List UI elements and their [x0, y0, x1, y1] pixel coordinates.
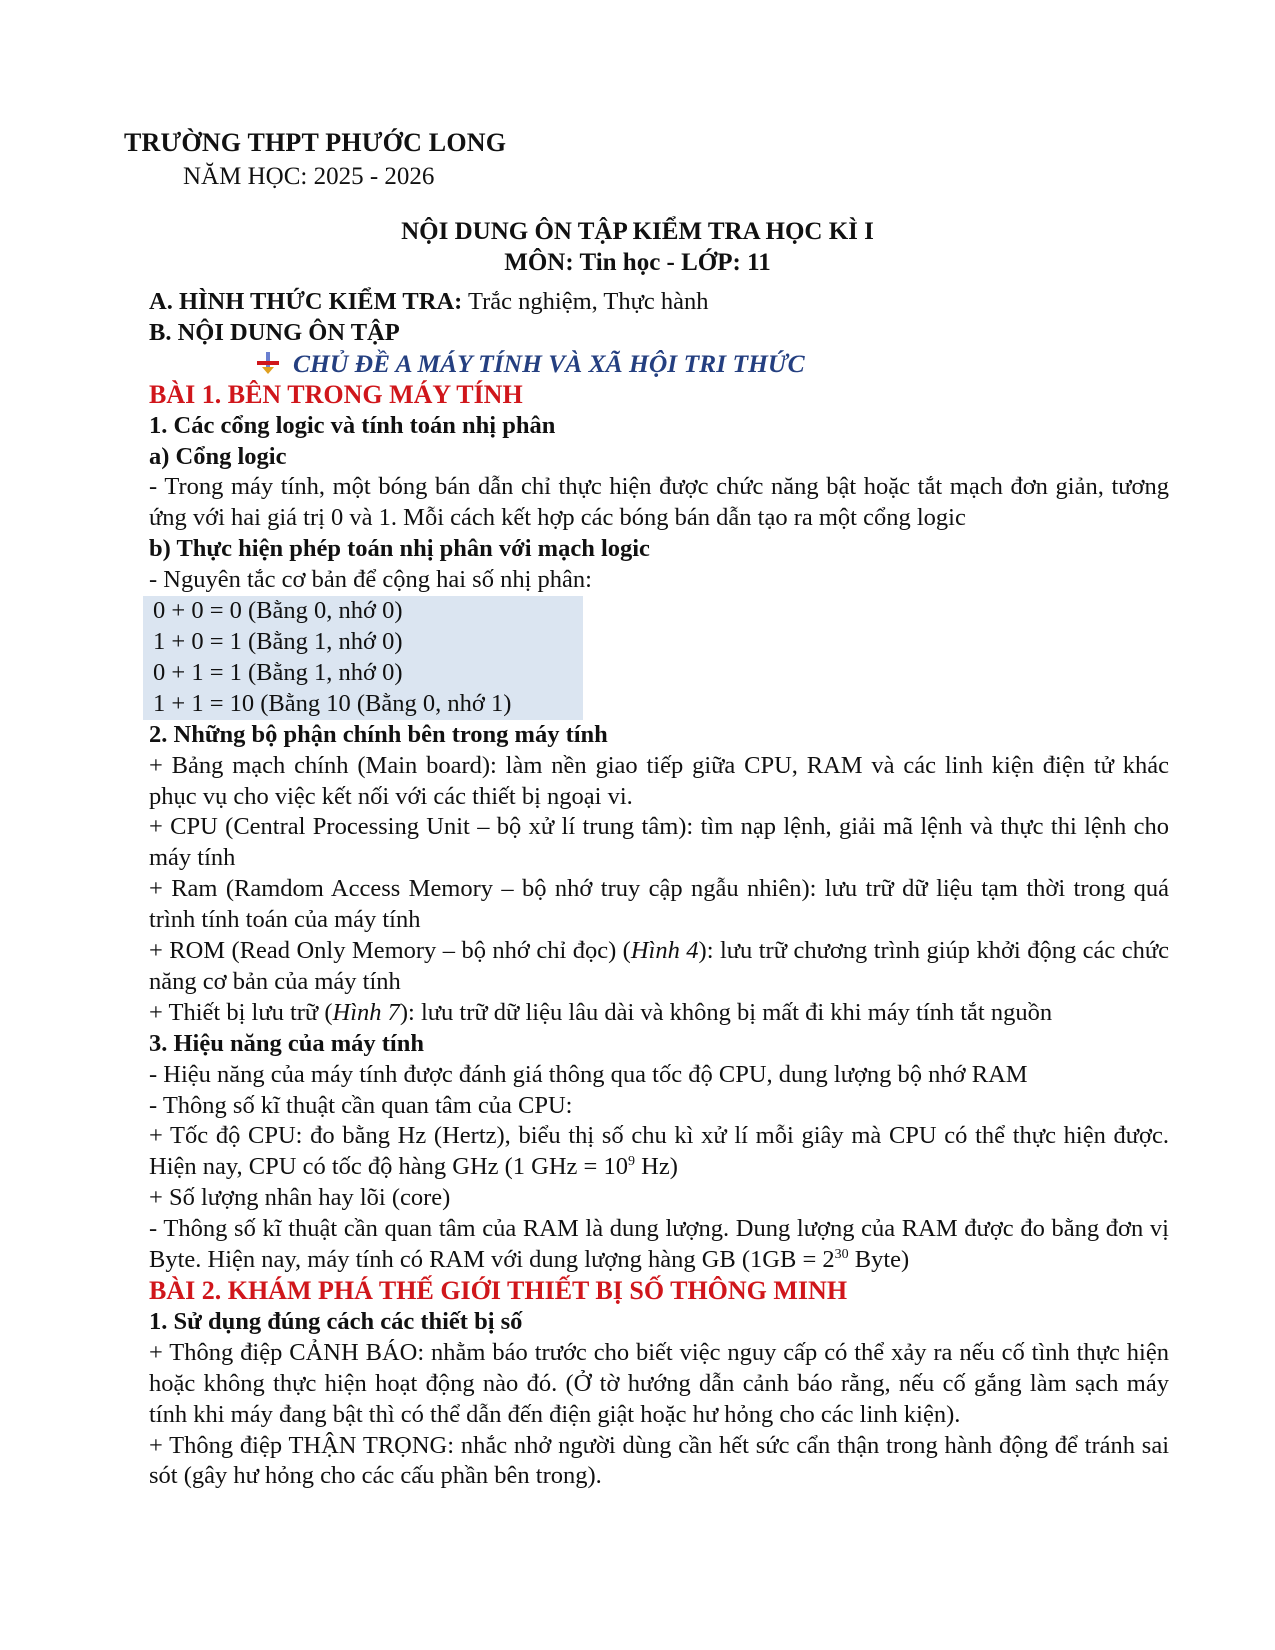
- lesson2-paragraph: + Thông điệp CẢNH BÁO: nhằm báo trước cho biết việc nguy cấp có thể xảy ra nếu cố tình thực hiện hoặc không thực hiện hoạt động nào đó. (Ở tờ hướng dẫn cảnh báo rằng, nếu cố gắng làm sạch máy tính khi máy đang bật thì có thể dẫn đến điện giật hoặc hư hỏng cho các linh kiện).: [149, 1338, 1169, 1428]
- lesson1-paragraph: [149, 998, 1169, 1029]
- binary-rule: 1 + 1 = 10 (Bằng 10 (Bằng 0, nhớ 1): [153, 689, 512, 717]
- subject-line: MÔN: Tin học - LỚP: 11: [504, 249, 771, 276]
- section-a-label: A. HÌNH THỨC KIỂM TRA:: [149, 288, 463, 315]
- school-year: NĂM HỌC: 2025 - 2026: [183, 163, 435, 190]
- lesson1-paragraph: + Ram (Ramdom Access Memory – bộ nhớ truy cập ngẫu nhiên): lưu trữ dữ liệu tạm thời trong quá trình tính toán của máy tính: [149, 875, 1169, 934]
- binary-rule: 1 + 0 = 1 (Bằng 1, nhớ 0): [153, 627, 403, 655]
- lesson1-paragraph: - Trong máy tính, một bóng bán dẫn chỉ thực hiện được chức năng bật hoặc tắt mạch đơn giản, tương ứng với hai giá trị 0 và 1. Mỗi cách kết hợp các bóng bán dẫn tạo ra một cổng logic: [149, 473, 1169, 532]
- document-title: NỘI DUNG ÔN TẬP KIỂM TRA HỌC KÌ I: [401, 218, 874, 245]
- text-run: Hz): [635, 1153, 678, 1181]
- text-run: + Tốc độ CPU: đo bằng Hz (Hertz), biểu thị số chu kì xử lí mỗi giây mà CPU có thể thực hiện được. Hiện nay, CPU có tốc độ hàng GHz (1 GHz = 10: [149, 1122, 1169, 1181]
- superscript: 9: [628, 1154, 635, 1170]
- binary-rule: 0 + 1 = 1 (Bằng 1, nhớ 0): [153, 658, 403, 686]
- binary-rules-box: [143, 596, 583, 720]
- section-a: [149, 287, 1169, 318]
- document-body: [149, 287, 1169, 1492]
- lesson2-paragraph: + Thông điệp THẬN TRỌNG: nhắc nhở người dùng cần hết sức cẩn thận trong hành động để tránh sai sót (gây hư hỏng cho các cấu phần bên trong).: [149, 1431, 1169, 1490]
- section-b: B. NỘI DUNG ÔN TẬP: [149, 318, 400, 346]
- binary-rule: 0 + 0 = 0 (Bằng 0, nhớ 0): [153, 597, 403, 625]
- text-run: + ROM (Read Only Memory – bộ nhớ chỉ đọc) (: [149, 937, 631, 965]
- lesson1-paragraph: [149, 1121, 1169, 1183]
- lesson1-heading-1: 1. Các cổng logic và tính toán nhị phân: [149, 411, 556, 439]
- lesson1-paragraph: - Nguyên tắc cơ bản để cộng hai số nhị phân:: [149, 566, 592, 594]
- lesson1-paragraph: - Thông số kĩ thuật cần quan tâm của CPU:: [149, 1091, 573, 1119]
- section-a-value: Trắc nghiệm, Thực hành: [462, 288, 709, 315]
- figure-reference: Hình 4: [630, 937, 699, 965]
- bullet-arrow-icon: [257, 352, 279, 374]
- text-run: Byte): [848, 1246, 910, 1274]
- lesson1-paragraph: - Hiệu năng của máy tính được đánh giá thông qua tốc độ CPU, dung lượng bộ nhớ RAM: [149, 1060, 1028, 1088]
- topic-heading: [149, 349, 1169, 380]
- text-run: + Thiết bị lưu trữ (: [149, 998, 333, 1026]
- figure-reference: Hình 7: [332, 998, 400, 1026]
- topic-title: CHỦ ĐỀ A MÁY TÍNH VÀ XÃ HỘI TRI THỨC: [293, 348, 805, 378]
- lesson2-title: BÀI 2. KHÁM PHÁ THẾ GIỚI THIẾT BỊ SỐ THÔNG MINH: [149, 1276, 848, 1305]
- lesson1-heading-2: 2. Những bộ phận chính bên trong máy tính: [149, 720, 608, 748]
- lesson1-heading-1b: b) Thực hiện phép toán nhị phân với mạch logic: [149, 535, 650, 563]
- text-run: ): lưu trữ chương trình giúp khởi động các chức năng cơ bản của máy tính: [149, 937, 1169, 995]
- school-name: TRƯỜNG THPT PHƯỚC LONG: [124, 128, 507, 157]
- lesson2-heading-1: 1. Sử dụng đúng cách các thiết bị số: [149, 1307, 523, 1335]
- lesson1-paragraph: + CPU (Central Processing Unit – bộ xử lí trung tâm): tìm nạp lệnh, giải mã lệnh và thực thi lệnh cho máy tính: [149, 813, 1169, 872]
- lesson1-title: BÀI 1. BÊN TRONG MÁY TÍNH: [149, 379, 523, 409]
- lesson1-paragraph: [149, 936, 1169, 998]
- superscript: 30: [834, 1246, 849, 1262]
- lesson1-paragraph: + Bảng mạch chính (Main board): làm nền giao tiếp giữa CPU, RAM và các linh kiện điện tử khác phục vụ cho việc kết nối với các thiết bị ngoại vi.: [149, 751, 1169, 810]
- lesson1-paragraph: [149, 1214, 1169, 1276]
- lesson1-paragraph: + Số lượng nhân hay lõi (core): [149, 1184, 451, 1212]
- text-run: - Thông số kĩ thuật cần quan tâm của RAM là dung lượng. Dung lượng của RAM được đo bằng đơn vị Byte. Hiện nay, máy tính có RAM với dung lượng hàng GB (1GB = 2: [149, 1215, 1169, 1274]
- lesson1-heading-1a: a) Cổng logic: [149, 442, 287, 470]
- text-run: ): lưu trữ dữ liệu lâu dài và không bị mất đi khi máy tính tắt nguồn: [399, 998, 1053, 1026]
- lesson1-heading-3: 3. Hiệu năng của máy tính: [149, 1029, 424, 1057]
